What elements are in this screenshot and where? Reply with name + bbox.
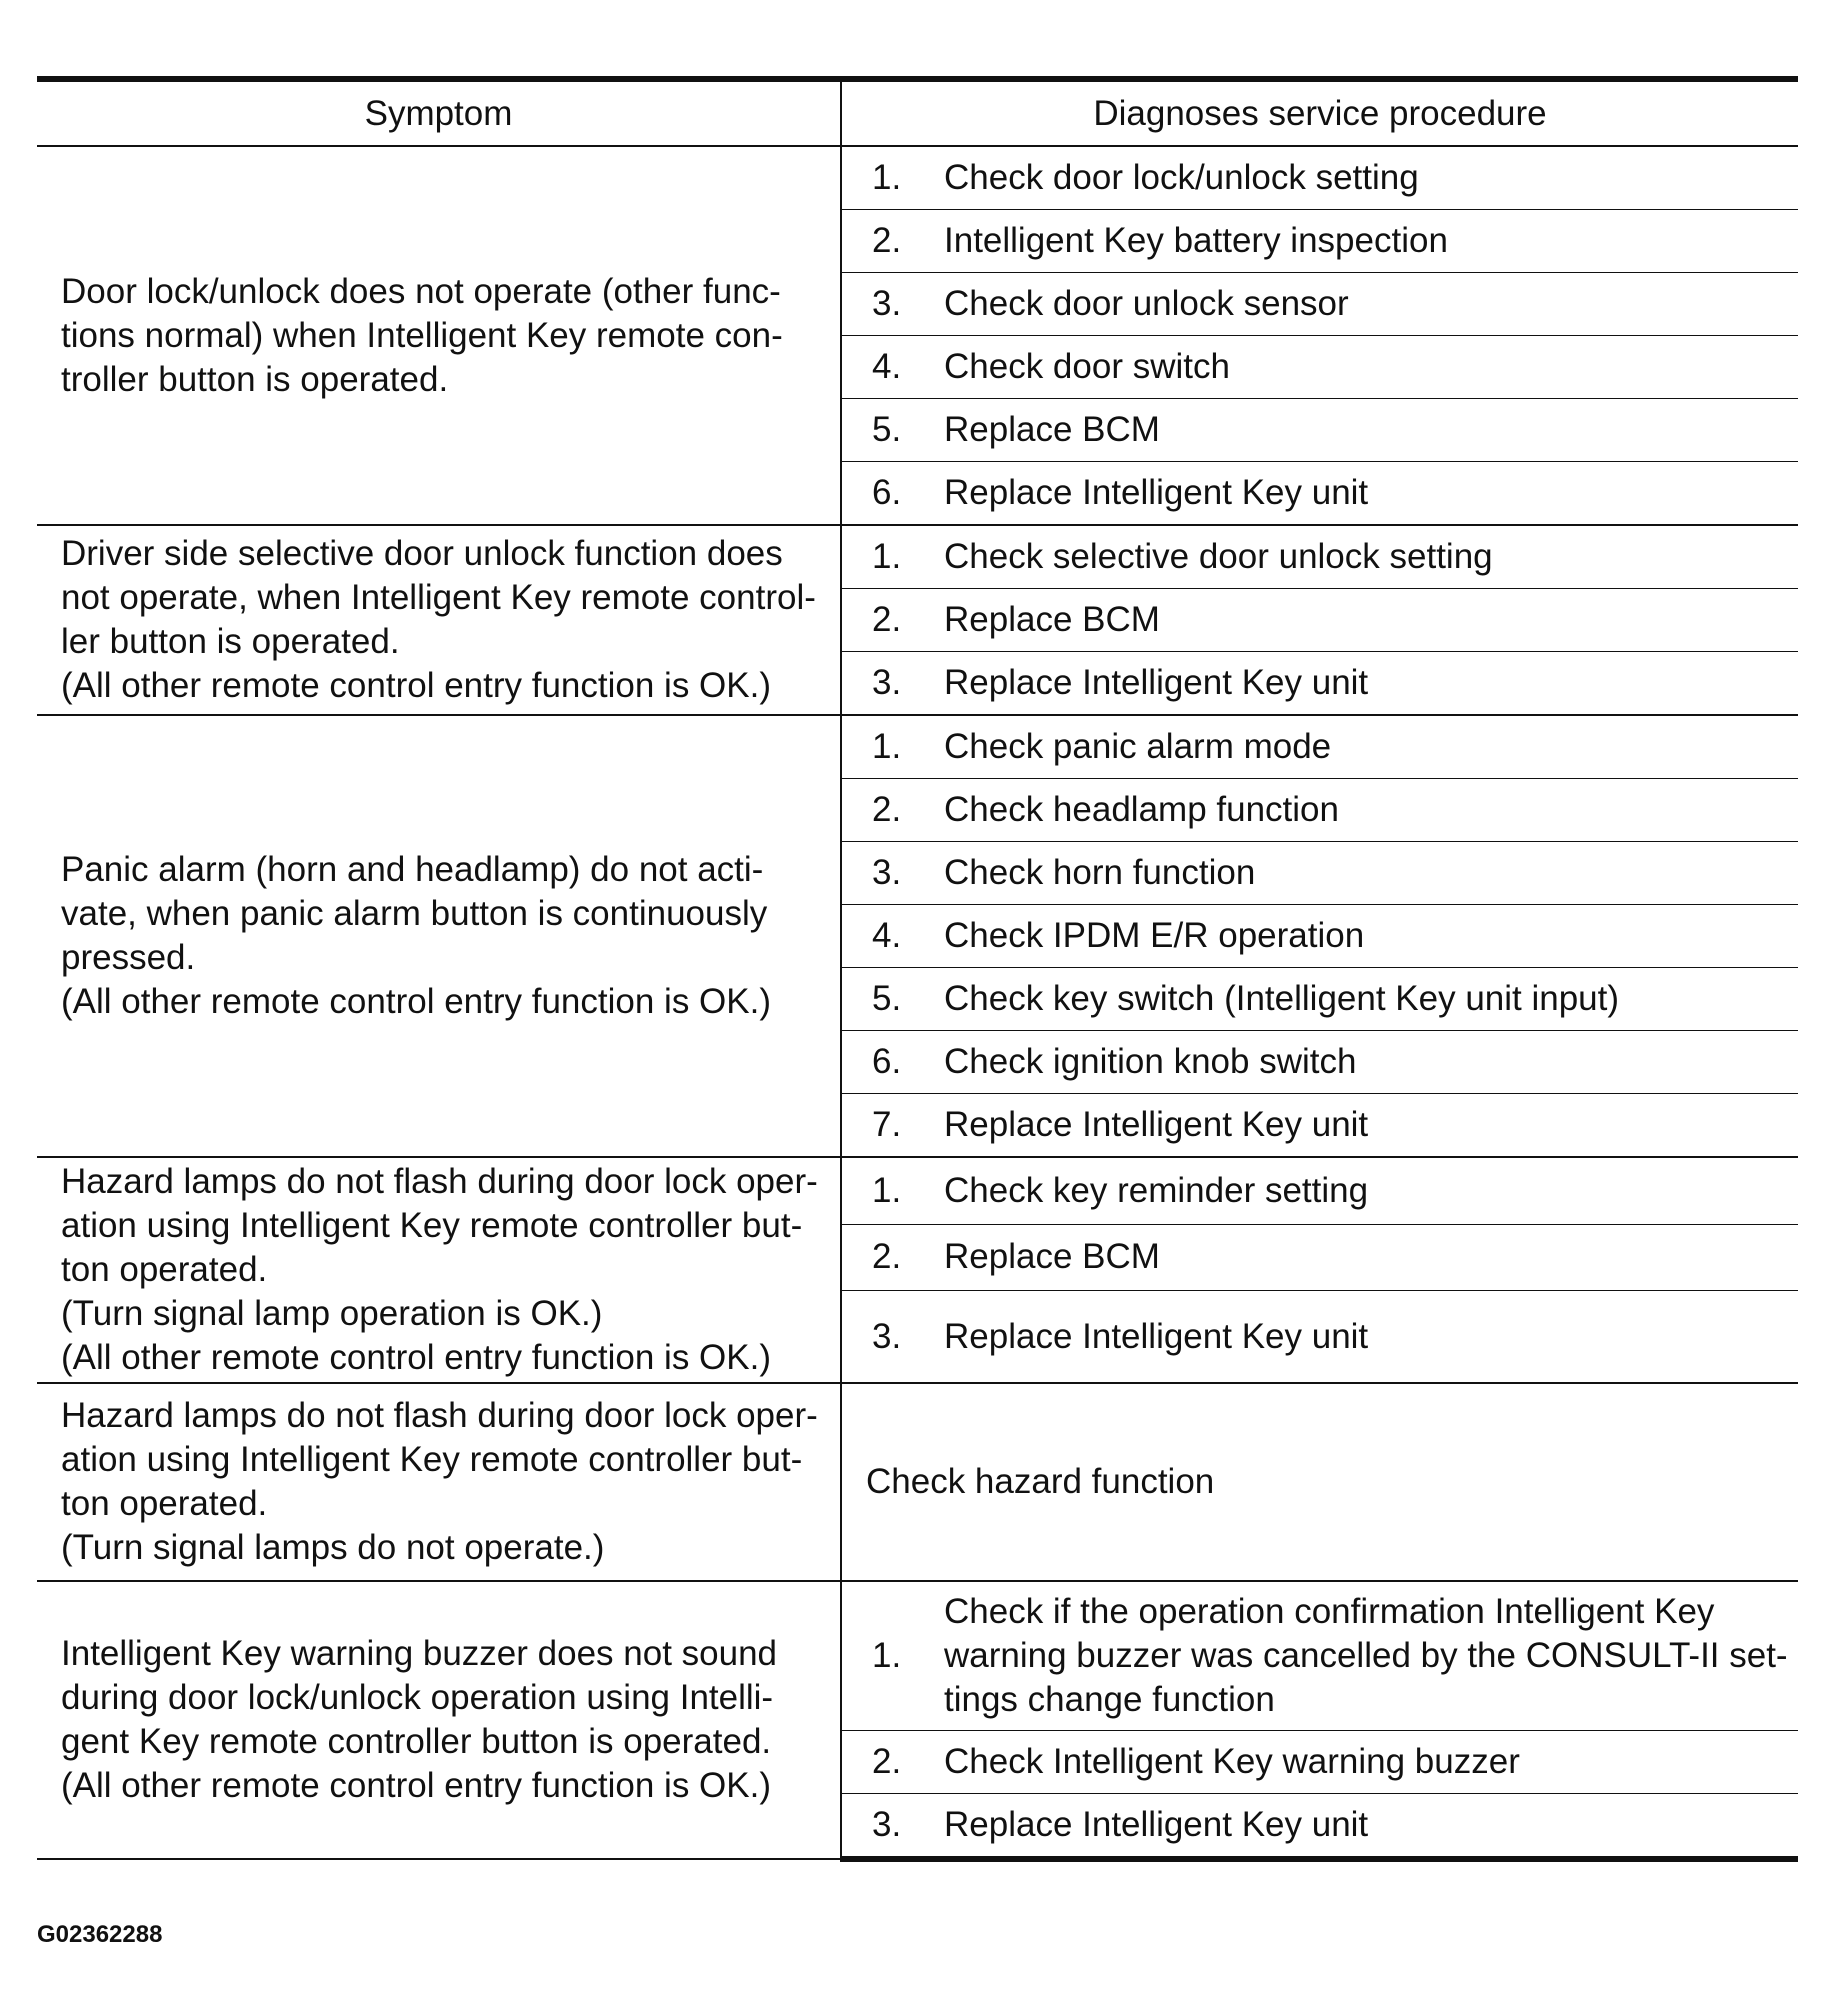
procedure-step bbox=[842, 598, 1798, 642]
procedure-step bbox=[842, 977, 1798, 1021]
step-text bbox=[944, 1235, 1798, 1279]
procedure-step-cell bbox=[841, 462, 1798, 526]
step-number: 7. bbox=[872, 1105, 902, 1144]
step-text-line: tings change function bbox=[944, 1680, 1275, 1719]
step-text-line: Check if the operation confirmation Intelligent Key bbox=[944, 1592, 1715, 1631]
procedure-step-cell bbox=[841, 779, 1798, 842]
symptom-text-line: (All other remote control entry function is OK.) bbox=[61, 666, 771, 705]
procedure-step bbox=[842, 661, 1798, 705]
symptom-text-line: (All other remote control entry function is OK.) bbox=[61, 982, 771, 1021]
table-header-row bbox=[37, 79, 1798, 146]
procedure-step-cell bbox=[841, 1224, 1798, 1291]
symptom-text-line: vate, when panic alarm button is continuously bbox=[61, 894, 768, 933]
step-text-line: Check Intelligent Key warning buzzer bbox=[944, 1742, 1520, 1781]
step-text bbox=[944, 219, 1798, 263]
step-text-line: Replace Intelligent Key unit bbox=[944, 1105, 1369, 1144]
symptom-column-header: Symptom bbox=[37, 79, 841, 146]
procedure-step-cell bbox=[841, 1581, 1798, 1731]
step-text bbox=[944, 1169, 1798, 1213]
step-text bbox=[944, 1590, 1798, 1722]
step-number: 2. bbox=[872, 1237, 902, 1277]
step-text-line: Check ignition knob switch bbox=[944, 1042, 1357, 1081]
procedure-step-cell bbox=[841, 336, 1798, 399]
procedure-step bbox=[842, 914, 1798, 958]
symptom-cell bbox=[37, 146, 841, 525]
symptom-text-line: troller button is operated. bbox=[61, 359, 449, 399]
procedure-step-cell bbox=[841, 525, 1798, 589]
symptom-text-line: pressed. bbox=[61, 938, 196, 977]
procedure-step bbox=[842, 1235, 1798, 1279]
table-row bbox=[37, 1157, 1798, 1224]
procedure-step-cell bbox=[841, 399, 1798, 462]
step-number: 5. bbox=[872, 410, 902, 449]
step-number: 1. bbox=[872, 727, 902, 766]
step-number: 3. bbox=[872, 1805, 902, 1844]
step-text bbox=[944, 1103, 1798, 1147]
step-number: 4. bbox=[872, 347, 902, 386]
procedure-step bbox=[842, 1040, 1798, 1084]
symptom-cell bbox=[37, 1157, 841, 1383]
procedure-step bbox=[842, 1590, 1798, 1722]
step-text-line: Replace BCM bbox=[944, 410, 1160, 449]
procedure-step bbox=[842, 851, 1798, 895]
step-text-line: Replace Intelligent Key unit bbox=[944, 1316, 1369, 1356]
procedure-step bbox=[842, 788, 1798, 832]
step-number: 3. bbox=[872, 1316, 902, 1356]
procedure-step-cell bbox=[841, 1094, 1798, 1158]
symptom-text-line: Hazard lamps do not flash during door lock oper- bbox=[61, 1162, 818, 1201]
procedure-step-cell bbox=[841, 589, 1798, 652]
symptom-text-line: Hazard lamps do not flash during door lock oper- bbox=[61, 1396, 818, 1435]
step-number: 6. bbox=[872, 473, 902, 512]
procedure-step-cell bbox=[841, 1731, 1798, 1794]
symptom-cell bbox=[37, 1383, 841, 1581]
symptom-text-line: ton operated. bbox=[61, 1484, 268, 1523]
step-text bbox=[944, 1315, 1798, 1359]
procedure-column-header: Diagnoses service procedure bbox=[841, 79, 1798, 146]
symptom-text-line: (All other remote control entry function is OK.) bbox=[61, 1766, 771, 1805]
step-number: 2. bbox=[872, 600, 902, 639]
procedure-step-cell bbox=[841, 273, 1798, 336]
procedure-step-cell bbox=[841, 905, 1798, 968]
symptom-text-line: ler button is operated. bbox=[61, 622, 400, 661]
step-text bbox=[944, 1803, 1798, 1847]
symptom-text-line: Panic alarm (horn and headlamp) do not acti- bbox=[61, 850, 764, 889]
symptom-text-line: ation using Intelligent Key remote controller but- bbox=[61, 1440, 803, 1479]
symptom-text-line: (Turn signal lamp operation is OK.) bbox=[61, 1294, 603, 1333]
procedure-single-cell: Check hazard function bbox=[841, 1383, 1798, 1581]
procedure-step bbox=[842, 1740, 1798, 1784]
step-text bbox=[944, 408, 1798, 452]
symptom-text-line: Intelligent Key warning buzzer does not sound bbox=[61, 1634, 778, 1673]
symptom-cell bbox=[37, 525, 841, 715]
step-text bbox=[944, 598, 1798, 642]
procedure-step-cell bbox=[841, 1157, 1798, 1224]
step-number: 1. bbox=[872, 1170, 902, 1210]
step-text bbox=[944, 661, 1798, 705]
symptom-text-line: Door lock/unlock does not operate (other func- bbox=[61, 271, 781, 311]
symptom-text-line: not operate, when Intelligent Key remote control- bbox=[61, 578, 816, 617]
symptom-text-line: (All other remote control entry function is OK.) bbox=[61, 1338, 771, 1377]
step-text-line: Check door lock/unlock setting bbox=[944, 158, 1419, 197]
diagnosis-table-container bbox=[37, 76, 1798, 1862]
step-text-line: warning buzzer was cancelled by the CONSULT-II set- bbox=[944, 1636, 1788, 1675]
step-number: 3. bbox=[872, 663, 902, 702]
step-text-line: Check selective door unlock setting bbox=[944, 537, 1493, 576]
step-text bbox=[944, 156, 1798, 200]
step-number: 1. bbox=[872, 537, 902, 576]
step-text bbox=[944, 851, 1798, 895]
procedure-step-cell bbox=[841, 842, 1798, 905]
table-row bbox=[37, 715, 1798, 779]
symptom-text-line: during door lock/unlock operation using Intelli- bbox=[61, 1678, 774, 1717]
step-text bbox=[944, 1740, 1798, 1784]
procedure-step bbox=[842, 408, 1798, 452]
step-text bbox=[944, 914, 1798, 958]
procedure-step bbox=[842, 1169, 1798, 1213]
step-text bbox=[944, 471, 1798, 515]
table-row bbox=[37, 1581, 1798, 1731]
step-text-line: Replace BCM bbox=[944, 600, 1160, 639]
step-number: 6. bbox=[872, 1042, 902, 1081]
symptom-text-line: Driver side selective door unlock function does bbox=[61, 534, 783, 573]
table-row bbox=[37, 1383, 1798, 1581]
step-number: 2. bbox=[872, 1742, 902, 1781]
procedure-step bbox=[842, 1103, 1798, 1147]
step-text-line: Replace BCM bbox=[944, 1237, 1160, 1277]
procedure-step-cell bbox=[841, 210, 1798, 273]
procedure-step-cell bbox=[841, 146, 1798, 210]
procedure-step-cell bbox=[841, 968, 1798, 1031]
procedure-step-cell bbox=[841, 652, 1798, 716]
symptom-text-line: ation using Intelligent Key remote controller but- bbox=[61, 1206, 803, 1245]
symptom-text-line: gent Key remote controller button is operated. bbox=[61, 1722, 772, 1761]
step-text-line: Check key reminder setting bbox=[944, 1170, 1369, 1210]
procedure-step bbox=[842, 535, 1798, 579]
step-text bbox=[944, 725, 1798, 769]
procedure-step bbox=[842, 471, 1798, 515]
step-number: 3. bbox=[872, 853, 902, 892]
step-text-line: Check headlamp function bbox=[944, 790, 1339, 829]
step-number: 2. bbox=[872, 790, 902, 829]
symptom-cell bbox=[37, 715, 841, 1157]
step-text-line: Replace Intelligent Key unit bbox=[944, 1805, 1369, 1844]
step-text-line: Replace Intelligent Key unit bbox=[944, 473, 1369, 512]
step-text-line: Check panic alarm mode bbox=[944, 727, 1332, 766]
figure-code: G02362288 bbox=[37, 1921, 163, 1948]
procedure-step-cell bbox=[841, 1794, 1798, 1860]
step-text bbox=[944, 1040, 1798, 1084]
step-number: 3. bbox=[872, 284, 902, 323]
symptom-text-line: tions normal) when Intelligent Key remote con- bbox=[61, 315, 783, 355]
diagnosis-table-body bbox=[37, 146, 1798, 1859]
table-row bbox=[37, 525, 1798, 589]
step-text bbox=[944, 788, 1798, 832]
step-number: 5. bbox=[872, 979, 902, 1018]
procedure-step-cell bbox=[841, 1031, 1798, 1094]
procedure-step bbox=[842, 1315, 1798, 1359]
table-row bbox=[37, 146, 1798, 210]
step-text-line: Intelligent Key battery inspection bbox=[944, 221, 1448, 260]
procedure-step-cell bbox=[841, 715, 1798, 779]
procedure-step bbox=[842, 725, 1798, 769]
step-text-line: Check IPDM E/R operation bbox=[944, 916, 1365, 955]
symptom-cell bbox=[37, 1581, 841, 1859]
step-text-line: Check horn function bbox=[944, 853, 1256, 892]
step-text bbox=[944, 282, 1798, 326]
diagnosis-table bbox=[37, 76, 1798, 1862]
procedure-step bbox=[842, 282, 1798, 326]
procedure-step bbox=[842, 156, 1798, 200]
step-text-line: Check key switch (Intelligent Key unit input) bbox=[944, 979, 1620, 1018]
step-text bbox=[944, 977, 1798, 1021]
symptom-text-line: (Turn signal lamps do not operate.) bbox=[61, 1528, 605, 1567]
step-number: 1. bbox=[872, 158, 902, 197]
step-number: 4. bbox=[872, 916, 902, 955]
step-text bbox=[944, 535, 1798, 579]
step-text-line: Check door switch bbox=[944, 347, 1230, 386]
procedure-step bbox=[842, 1803, 1798, 1847]
step-number: 2. bbox=[872, 221, 902, 260]
step-number: 1. bbox=[872, 1636, 902, 1675]
procedure-step bbox=[842, 219, 1798, 263]
symptom-text-line: ton operated. bbox=[61, 1250, 268, 1289]
procedure-step-cell bbox=[841, 1291, 1798, 1383]
step-text-line: Check door unlock sensor bbox=[944, 284, 1349, 323]
procedure-step bbox=[842, 345, 1798, 389]
step-text bbox=[944, 345, 1798, 389]
step-text-line: Replace Intelligent Key unit bbox=[944, 663, 1369, 702]
